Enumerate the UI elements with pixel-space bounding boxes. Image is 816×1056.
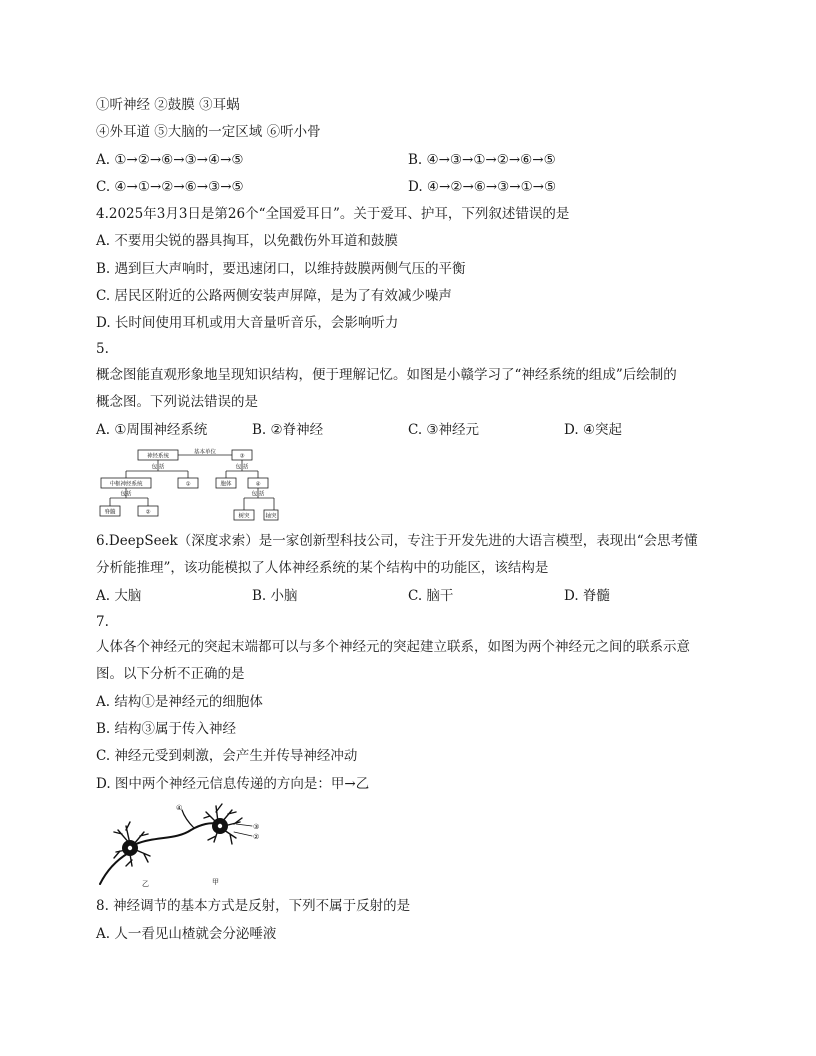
q4-option-a: A. 不要用尖锐的器具掏耳，以免戳伤外耳道和鼓膜 [96, 233, 398, 249]
node-2: ② [145, 509, 151, 516]
q6-stem-line-2: 分析能推理”，该功能模拟了人体神经系统的某个结构中的功能区，该结构是 [96, 560, 549, 576]
node-spinal-cord: 脊髓 [104, 509, 116, 516]
q4-option-c: C. 居民区附近的公路两侧安装声屏障，是为了有效减少噪声 [96, 288, 452, 304]
q7-stem-line-1: 人体各个神经元的突起末端都可以与多个神经元的突起建立联系，如图为两个神经元之间的联系示意 [96, 639, 690, 655]
q5-option-c: C. ③神经元 [408, 422, 480, 438]
q3-option-c: C. ④→①→②→⑥→③→⑤ [96, 179, 244, 195]
q5-stem-line-1: 概念图能直观形象地呈现知识结构，便于理解记忆。如图是小赣学习了“神经系统的组成”后绘制的 [96, 367, 677, 383]
q6-stem-line-1: 6.DeepSeek（深度求索）是一家创新型科技公司，专注于开发先进的大语言模型，表现出“会思考懂 [96, 533, 698, 549]
q3-items-line-2: ④外耳道 ⑤大脑的一定区域 ⑥听小骨 [96, 124, 321, 140]
q3-option-d: D. ④→②→⑥→③→①→⑤ [408, 179, 557, 195]
q6-option-a: A. 大脑 [96, 588, 142, 604]
node-1: ① [185, 481, 191, 488]
q7-option-b: B. 结构③属于传入神经 [96, 721, 237, 737]
q7-option-a: A. 结构①是神经元的细胞体 [96, 694, 263, 710]
q3-option-b: B. ④→③→①→②→⑥→⑤ [408, 152, 556, 168]
q5-option-d: D. ④突起 [564, 422, 623, 438]
label-includes-4: 包 括 [251, 491, 265, 498]
q7-number: 7. [96, 614, 109, 630]
label-jia: 甲 [212, 878, 219, 886]
q4-option-d: D. 长时间使用耳机或用大音量听音乐，会影响听力 [96, 315, 399, 331]
label-4: ④ [176, 804, 183, 812]
q5-number: 5. [96, 341, 109, 357]
node-axon: 轴突 [265, 513, 277, 520]
q7-option-c: C. 神经元受到刺激，会产生并传导神经冲动 [96, 748, 358, 764]
q7-option-d: D. 图中两个神经元信息传递的方向是：甲→乙 [96, 776, 370, 792]
q7-stem-line-2: 图。以下分析不正确的是 [96, 666, 245, 682]
node-3: ③ [239, 453, 245, 460]
q8-stem: 8. 神经调节的基本方式是反射，下列不属于反射的是 [96, 898, 411, 914]
node-cns: 中枢神经系统 [109, 481, 143, 488]
q4-option-b: B. 遇到巨大声响时，要迅速闭口，以维持鼓膜两侧气压的平衡 [96, 261, 466, 277]
label-2: ② [253, 833, 260, 841]
q5-option-b: B. ②脊神经 [252, 422, 324, 438]
q3-items-line-1: ①听神经 ②鼓膜 ③耳蜗 [96, 97, 240, 113]
node-nervous-system: 神经系统 [146, 453, 170, 460]
label-yi: 乙 [142, 880, 149, 888]
label-includes-cns: 包括 [120, 491, 132, 498]
q4-stem: 4.2025年3月3日是第26个“全国爱耳日”。关于爱耳、护耳，下列叙述错误的是 [96, 206, 570, 222]
q8-option-a: A. 人一看见山楂就会分泌唾液 [96, 926, 277, 942]
q6-option-d: D. 脊髓 [564, 588, 610, 604]
neuron-connection-figure [96, 800, 272, 890]
node-dendrite: 树突 [238, 513, 250, 520]
concept-map-diagram [96, 446, 280, 524]
label-3: ③ [253, 823, 260, 831]
q5-option-a: A. ①周围神经系统 [96, 422, 208, 438]
label-basic-unit: 基本单位 [193, 449, 217, 456]
label-includes-right: 包 括 [235, 464, 249, 471]
q6-option-c: C. 脑干 [408, 588, 454, 604]
label-includes-left: 包 括 [151, 464, 165, 471]
node-4: ④ [255, 481, 261, 488]
q5-stem-line-2: 概念图。下列说法错误的是 [96, 394, 258, 410]
node-cell-body: 胞体 [220, 481, 232, 488]
q6-option-b: B. 小脑 [252, 588, 298, 604]
q3-option-a: A. ①→②→⑥→③→④→⑤ [96, 152, 244, 168]
